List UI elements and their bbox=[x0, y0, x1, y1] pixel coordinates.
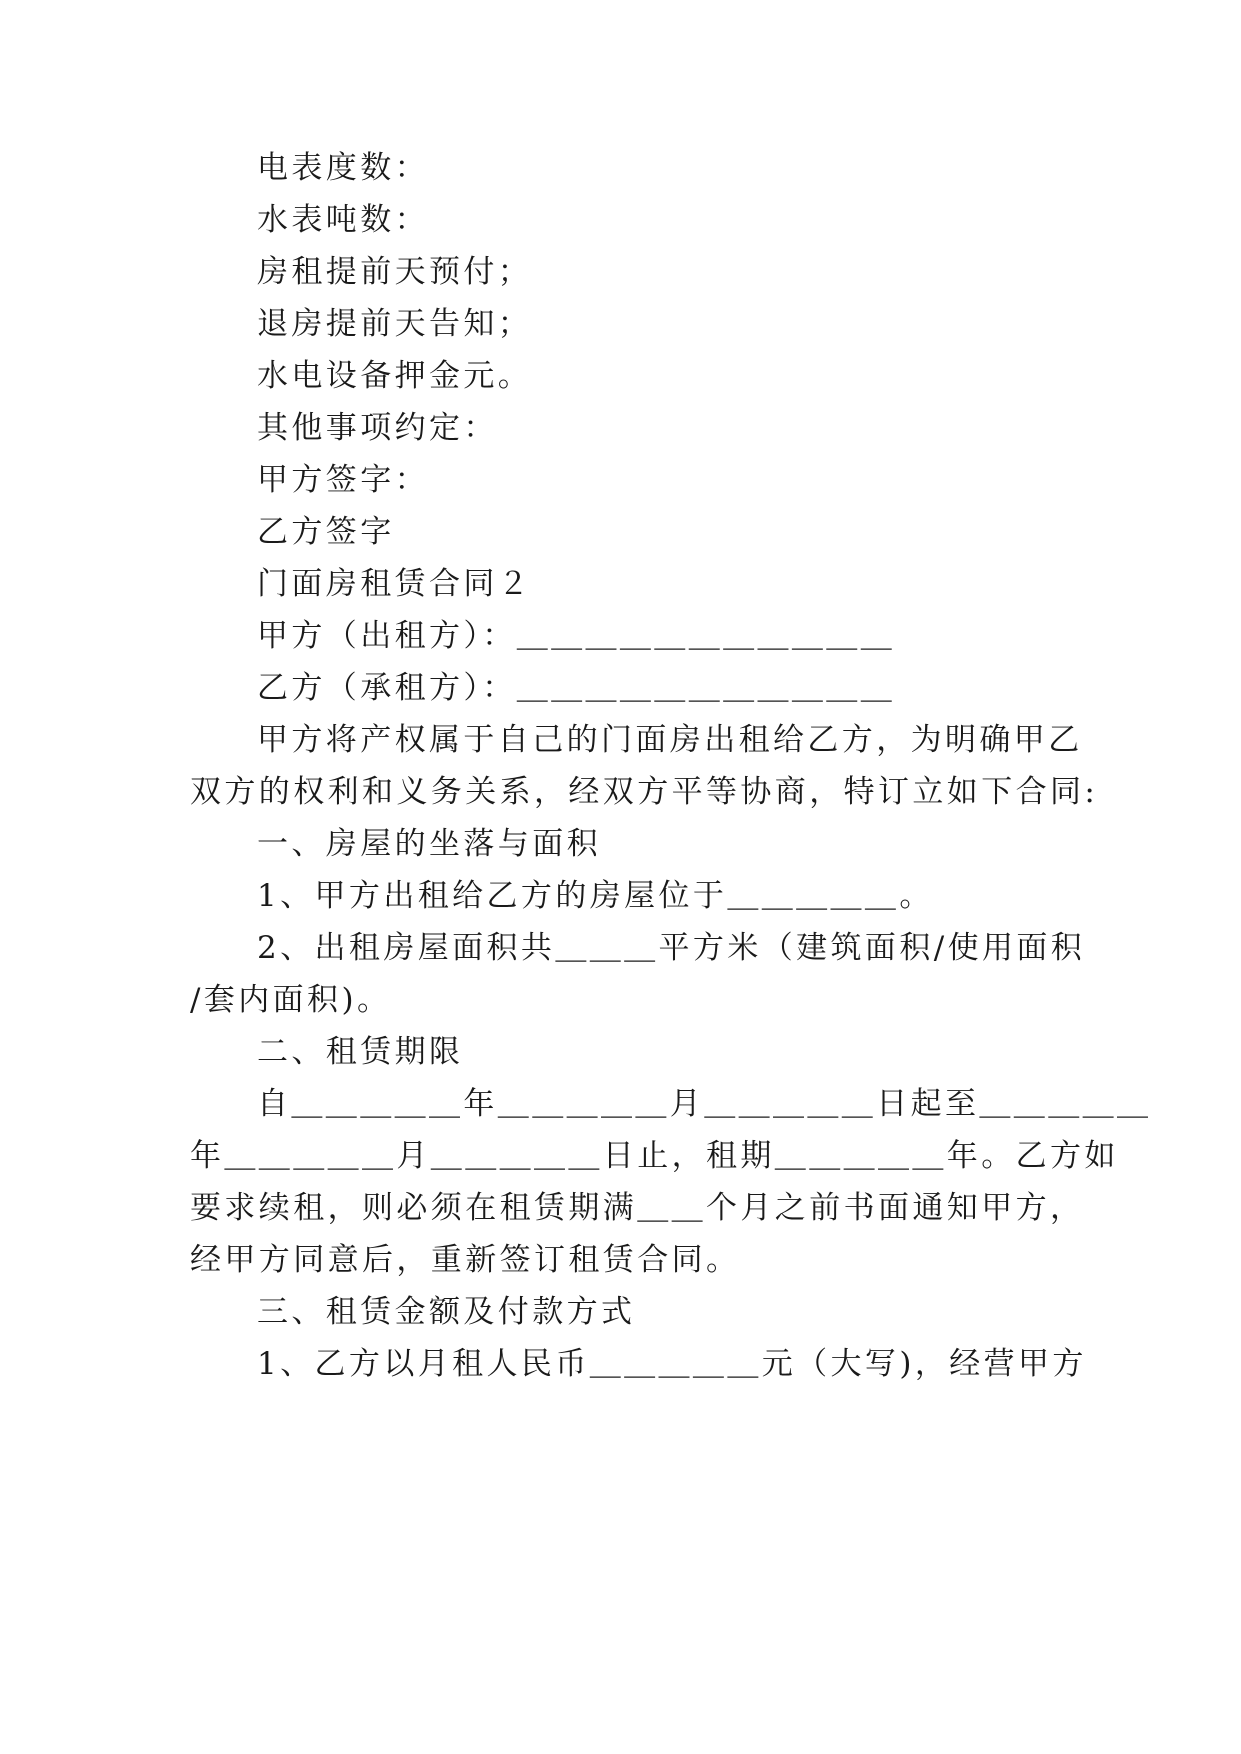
text-line: 2、出租房屋面积共＿＿＿平方米（建筑面积/使用面积 bbox=[257, 930, 1086, 966]
text-line: 退房提前天告知； bbox=[257, 306, 533, 342]
text-line: 其他事项约定： bbox=[257, 410, 498, 446]
text-line: 电表度数： bbox=[257, 150, 429, 186]
text-line: 乙方签字 bbox=[257, 514, 395, 550]
text-line: /套内面积)。 bbox=[190, 982, 392, 1018]
text-line: 甲方将产权属于自己的门面房出租给乙方，为明确甲乙 bbox=[257, 722, 1083, 758]
text-line: 年＿＿＿＿＿月＿＿＿＿＿日止，租期＿＿＿＿＿年。乙方如 bbox=[190, 1138, 1119, 1174]
text-line: 1、甲方出租给乙方的房屋位于＿＿＿＿＿。 bbox=[257, 878, 934, 914]
text-line: 水电设备押金元。 bbox=[257, 358, 533, 394]
text-line: 水表吨数： bbox=[257, 202, 429, 238]
section-title: 门面房租赁合同２ bbox=[257, 566, 533, 602]
text-line: 甲方签字： bbox=[257, 462, 429, 498]
text-line: 经甲方同意后，重新签订租赁合同。 bbox=[190, 1242, 741, 1278]
text-line: 甲方（出租方）：＿＿＿＿＿＿＿＿＿＿＿ bbox=[257, 618, 896, 654]
text-line: 自＿＿＿＿＿年＿＿＿＿＿月＿＿＿＿＿日起至＿＿＿＿＿ bbox=[257, 1086, 1152, 1122]
section-heading: 二、租赁期限 bbox=[257, 1034, 464, 1070]
text-line: 乙方（承租方）：＿＿＿＿＿＿＿＿＿＿＿ bbox=[257, 670, 896, 706]
section-heading: 三、租赁金额及付款方式 bbox=[257, 1294, 636, 1330]
text-line: 双方的权利和义务关系，经双方平等协商，特订立如下合同: bbox=[190, 774, 1099, 810]
text-line: 要求续租，则必须在租赁期满＿＿个月之前书面通知甲方， bbox=[190, 1190, 1085, 1226]
text-line: 1、乙方以月租人民币＿＿＿＿＿元（大写)，经营甲方 bbox=[257, 1346, 1087, 1382]
section-heading: 一、房屋的坐落与面积 bbox=[257, 826, 601, 862]
text-line: 房租提前天预付； bbox=[257, 254, 533, 290]
